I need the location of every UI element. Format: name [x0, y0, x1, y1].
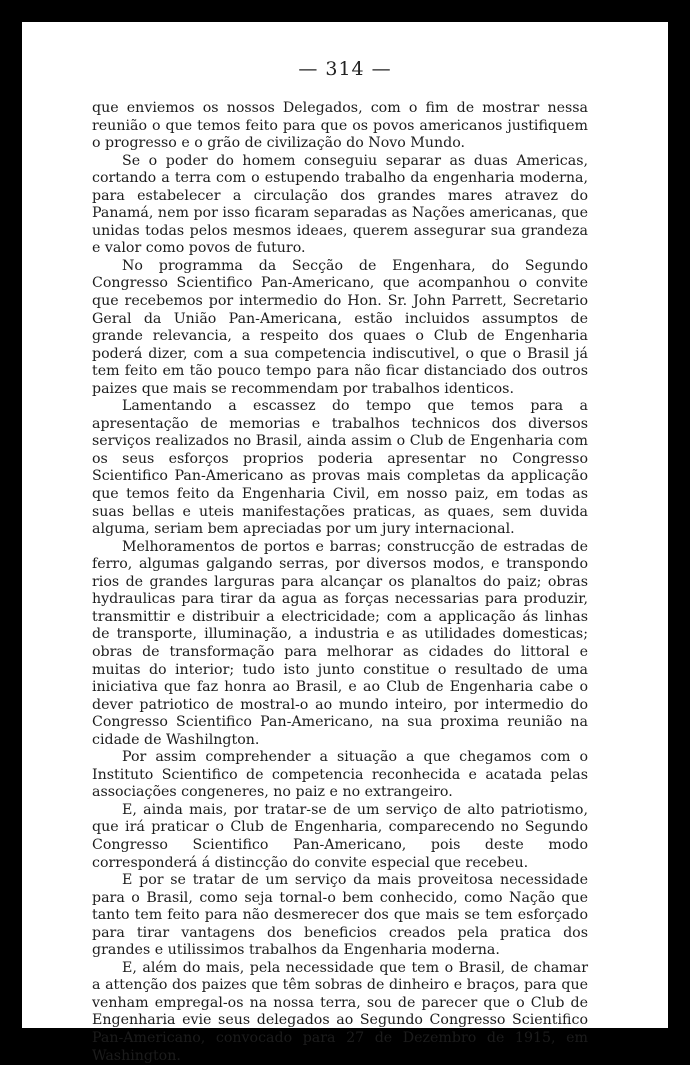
paragraph-6: Por assim comprehender a situação a que chegamos com o Instituto Scientifico de competencia reconhecida e acatada pelas associações congeneres, no paiz e no extrangeiro.: [92, 749, 588, 801]
paragraph-3: No programma da Secção de Engenhara, do Segundo Congresso Scientifico Pan-Americano, que acompanhou o convite que recebemos por intermedio do Hon. Sr. John Parrett, Secretario Geral da União Pan-Americana, estão incluidos assumptos de grande relevancia, a respeito dos quaes o Club de Engenharia poderá dizer, com a sua competencia indiscutivel, o que o Brasil já tem feito em tão pouco tempo para não ficar distanciado dos outros paizes que mais se recommendam por trabalhos identicos.: [92, 257, 588, 397]
paragraph-4: Lamentando a escassez do tempo que temos para a apresentação de memorias e trabalhos technicos dos diversos serviços realizados no Brasil, ainda assim o Club de Engenharia com os seus esforços proprios poderia apresentar no Congresso Scientifico Pan-Americano as provas mais completas da applicação que temos feito da Engenharia Civil, em nosso paiz, em todas as suas bellas e uteis manifestações praticas, as quaes, sem duvida alguma, seriam bem apreciadas por um jury internacional.: [92, 398, 588, 538]
paragraph-2: Se o poder do homem conseguiu separar as duas Americas, cortando a terra com o estupendo trabalho da engenharia moderna, para estabelecer a circulação dos grandes mares atravez do Panamá, nem por isso ficaram separadas as Nações americanas, que unidas todas pelos mesmos ideaes, querem assegurar sua grandeza e valor como povos de futuro.: [92, 152, 588, 257]
paragraph-8: E por se tratar de um serviço da mais proveitosa necessidade para o Brasil, como seja tornal-o bem conhecido, como Nação que tanto tem feito para não desmerecer dos que mais se tem esforçado para tirar vantagens dos beneficios creados pela pratica dos grandes e utilissimos trabalhos da Engenharia moderna.: [92, 872, 588, 959]
body-text: [92, 100, 588, 1065]
paragraph-7: E, ainda mais, por tratar-se de um serviço de alto patriotismo, que irá praticar o Club de Engenharia, comparecendo no Segundo Congresso Scientifico Pan-Americano, pois deste modo corresponderá á distincção do convite especial que recebeu.: [92, 801, 588, 871]
paragraph-9: E, além do mais, pela necessidade que tem o Brasil, de chamar a attenção dos paizes que têm sobras de dinheiro e braços, para que venham empregal-os na nossa terra, sou de parecer que o Club de Engenharia evie seus delegados ao Segundo Congresso Scientifico Pan-Americano, convocado para 27 de Dezembro de 1915, em Washington.: [92, 959, 588, 1064]
paragraph-1: que enviemos os nossos Delegados, com o fim de mostrar nessa reunião o que temos feito para que os povos americanos justifiquem o progresso e o grão de civilização do Novo Mundo.: [92, 100, 588, 152]
page-number: — 314 —: [298, 58, 392, 80]
paragraph-5: Melhoramentos de portos e barras; construcção de estradas de ferro, algumas galgando serras, por diversos modos, e transpondo rios de grandes larguras para alcançar os planaltos do paiz; obras hydraulicas para tirar da agua as forças necessarias para produzir, transmittir e distribuir a electricidade; com a applicação ás linhas de transporte, illuminação, a industria e as utilidades domesticas; obras de transformação para melhorar as cidades do littoral e muitas do interior; tudo isto junto constitue o resultado de uma iniciativa que faz honra ao Brasil, e ao Club de Engenharia cabe o dever patriotico de mostral-o ao mundo inteiro, por intermedio do Congresso Scientifico Pan-Americano, na sua proxima reunião na cidade de Washilngton.: [92, 538, 588, 748]
document-page: [22, 22, 668, 1064]
